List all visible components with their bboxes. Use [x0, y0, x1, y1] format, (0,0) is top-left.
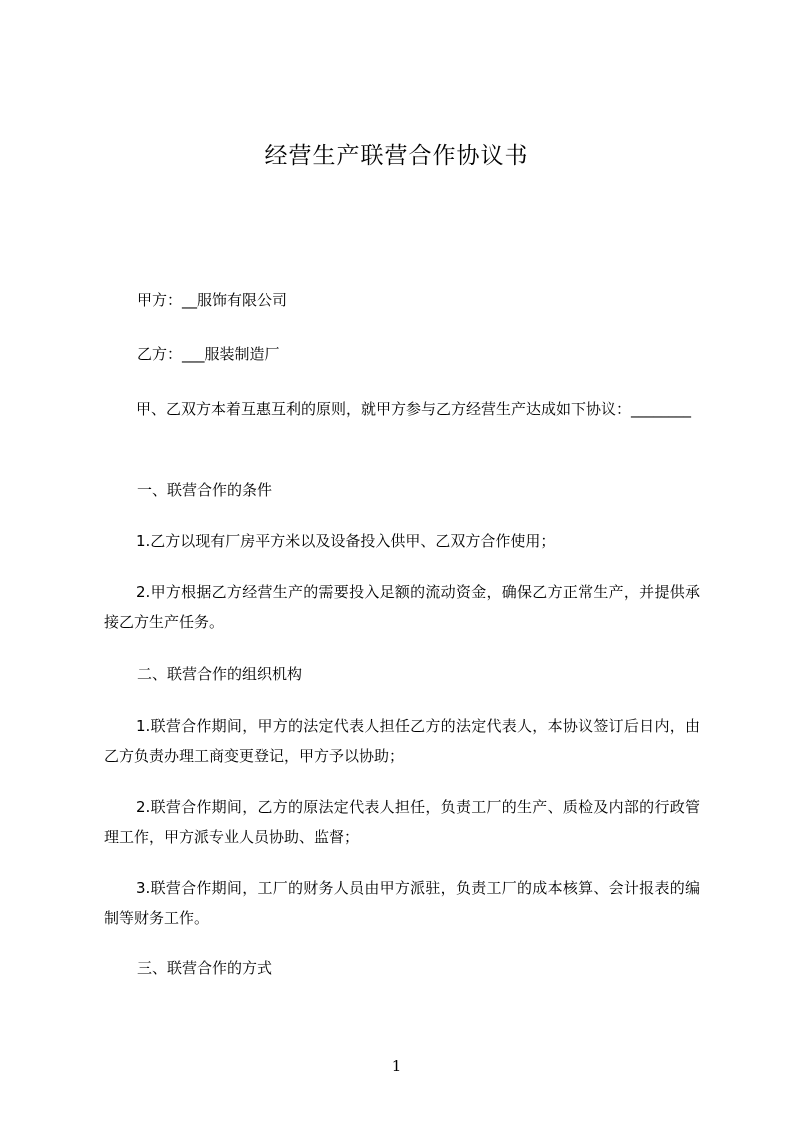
- page-number: 1: [391, 1057, 402, 1075]
- clause-2-1: 1.联营合作期间，甲方的法定代表人担任乙方的法定代表人，本协议签订后日内，由乙方负责办理工商变更登记，甲方予以协助；: [104, 717, 700, 765]
- party-a: 甲方：__服饰有限公司: [137, 291, 288, 309]
- clause-1-2: 2.甲方根据乙方经营生产的需要投入足额的流动资金，确保乙方正常生产，并提供承接乙方生产任务。: [104, 583, 700, 631]
- party-b: 乙方：___服装制造厂: [137, 345, 280, 363]
- clause-1-1: 1.乙方以现有厂房平方米以及设备投入供甲、乙双方合作使用；: [136, 532, 556, 550]
- intro-paragraph: 甲、乙双方本着互惠互利的原则，就甲方参与乙方经营生产达成如下协议：________: [136, 400, 692, 418]
- section-heading-2: 二、联营合作的组织机构: [137, 665, 303, 683]
- document-title: 经营生产联营合作协议书: [264, 143, 529, 169]
- section-heading-1: 一、联营合作的条件: [137, 481, 273, 499]
- clause-2-2: 2.联营合作期间，乙方的原法定代表人担任，负责工厂的生产、质检及内部的行政管理工作，甲方派专业人员协助、监督；: [104, 798, 700, 846]
- section-heading-3: 三、联营合作的方式: [137, 959, 273, 977]
- clause-2-3: 3.联营合作期间，工厂的财务人员由甲方派驻，负责工厂的成本核算、会计报表的编制等财务工作。: [104, 879, 700, 927]
